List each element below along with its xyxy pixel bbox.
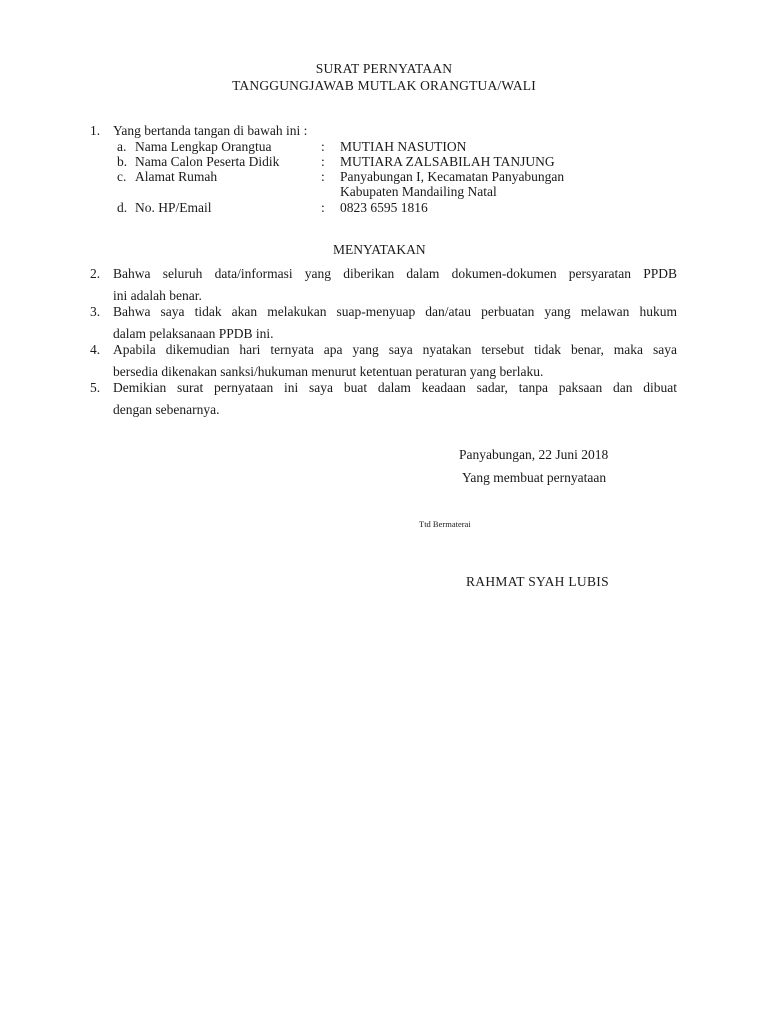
document-title: SURAT PERNYATAAN bbox=[315, 61, 453, 76]
statement-3-line1: Bahwa saya tidak akan melakukan suap-menyuap dan/atau perbuatan yang melawan hukum bbox=[113, 304, 677, 319]
identity-value-address-line2: Kabupaten Mandailing Natal bbox=[340, 184, 497, 199]
statement-5-line1: Demikian surat pernyataan ini saya buat dalam keadaan sadar, tanpa paksaan dan dibuat bbox=[113, 380, 677, 395]
identity-value-address: Panyabungan I, Kecamatan Panyabungan bbox=[340, 169, 565, 184]
signature-name: RAHMAT SYAH LUBIS bbox=[466, 574, 609, 589]
identity-label-phone: No. HP/Email bbox=[135, 200, 212, 215]
declaration-heading: MENYATAKAN bbox=[333, 242, 426, 257]
identity-label-address: Alamat Rumah bbox=[135, 169, 218, 184]
item-number-2: 2. bbox=[90, 266, 101, 281]
identity-value-student-name: MUTIARA ZALSABILAH TANJUNG bbox=[340, 154, 555, 169]
statement-2-line1: Bahwa seluruh data/informasi yang diberikan dalam dokumen-dokumen persyaratan PPDB bbox=[113, 266, 677, 281]
identity-value-phone: 0823 6595 1816 bbox=[340, 200, 428, 215]
statement-5-line2: dengan sebenarnya. bbox=[113, 402, 220, 417]
identity-separator: : bbox=[321, 154, 325, 169]
item-number-4: 4. bbox=[90, 342, 101, 357]
signature-maker-label: Yang membuat pernyataan bbox=[462, 470, 607, 485]
identity-intro: Yang bertanda tangan di bawah ini : bbox=[113, 123, 308, 138]
identity-separator: : bbox=[321, 169, 325, 184]
signature-place-date: Panyabungan, 22 Juni 2018 bbox=[459, 447, 609, 462]
document-subtitle: TANGGUNGJAWAB MUTLAK ORANGTUA/WALI bbox=[232, 78, 536, 93]
statement-4-line1: Apabila dikemudian hari ternyata apa yang saya nyatakan tersebut tidak benar, maka saya bbox=[113, 342, 677, 357]
statement-3-line2: dalam pelaksanaan PPDB ini. bbox=[113, 326, 274, 341]
statement-2-line2: ini adalah benar. bbox=[113, 288, 202, 303]
item-number-5: 5. bbox=[90, 380, 101, 395]
identity-letter-d: d. bbox=[117, 200, 128, 215]
signature-stamp-note: Ttd Bermaterai bbox=[419, 519, 471, 529]
identity-separator: : bbox=[321, 139, 325, 154]
identity-label-parent-name: Nama Lengkap Orangtua bbox=[135, 139, 272, 154]
identity-value-parent-name: MUTIAH NASUTION bbox=[340, 139, 467, 154]
identity-letter-b: b. bbox=[117, 154, 128, 169]
identity-separator: : bbox=[321, 200, 325, 215]
item-number-1: 1. bbox=[90, 123, 101, 138]
identity-label-student-name: Nama Calon Peserta Didik bbox=[135, 154, 280, 169]
identity-letter-a: a. bbox=[117, 139, 127, 154]
statement-4-line2: bersedia dikenakan sanksi/hukuman menurut ketentuan peraturan yang berlaku. bbox=[113, 364, 544, 379]
item-number-3: 3. bbox=[90, 304, 101, 319]
identity-letter-c: c. bbox=[117, 169, 127, 184]
